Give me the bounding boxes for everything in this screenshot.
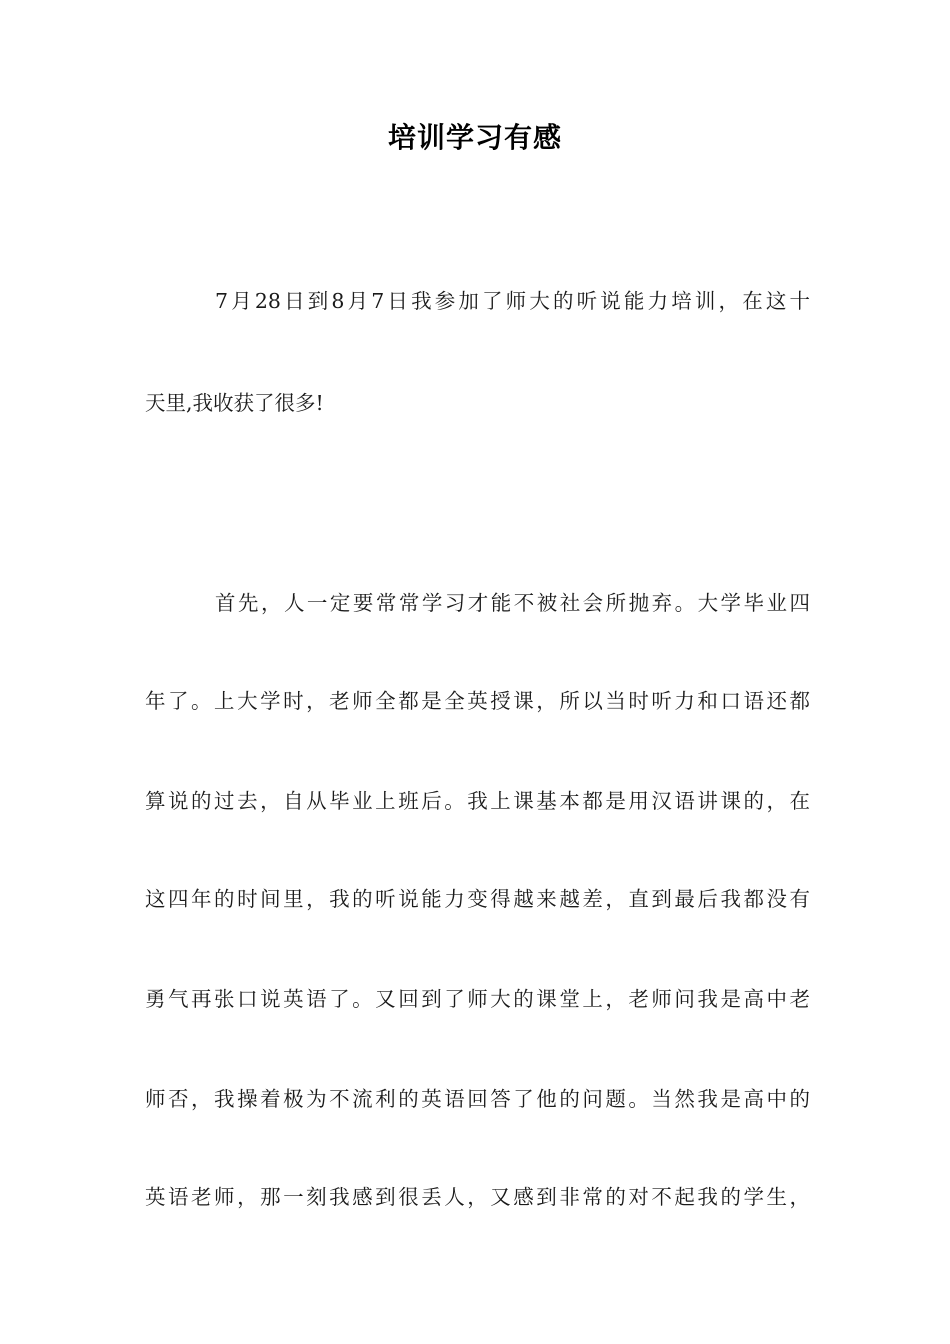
paragraph-2-line-7: 英语老师，那一刻我感到很丢人，又感到非常的对不起我的学生， <box>145 1185 810 1209</box>
paragraph-2-line-1: 首先，人一定要常常学习才能不被社会所抛弃。大学毕业四 <box>215 591 810 615</box>
paragraph-1-line-1: 7月28日到8月7日我参加了师大的听说能力培训，在这十 <box>215 289 810 313</box>
paragraph-2-line-6: 师否，我操着极为不流利的英语回答了他的问题。当然我是高中的 <box>145 1087 810 1111</box>
paragraph-2-line-3: 算说的过去，自从毕业上班后。我上课基本都是用汉语讲课的，在 <box>145 789 810 813</box>
document-title: 培训学习有感 <box>387 121 562 154</box>
paragraph-2-line-5: 勇气再张口说英语了。又回到了师大的课堂上，老师问我是高中老 <box>145 987 810 1011</box>
paragraph-2-line-2: 年了。上大学时，老师全都是全英授课，所以当时听力和口语还都 <box>145 689 810 713</box>
paragraph-1-line-2: 天里,我收获了很多! <box>145 391 324 415</box>
paragraph-2-line-4: 这四年的时间里，我的听说能力变得越来越差，直到最后我都没有 <box>145 887 810 911</box>
